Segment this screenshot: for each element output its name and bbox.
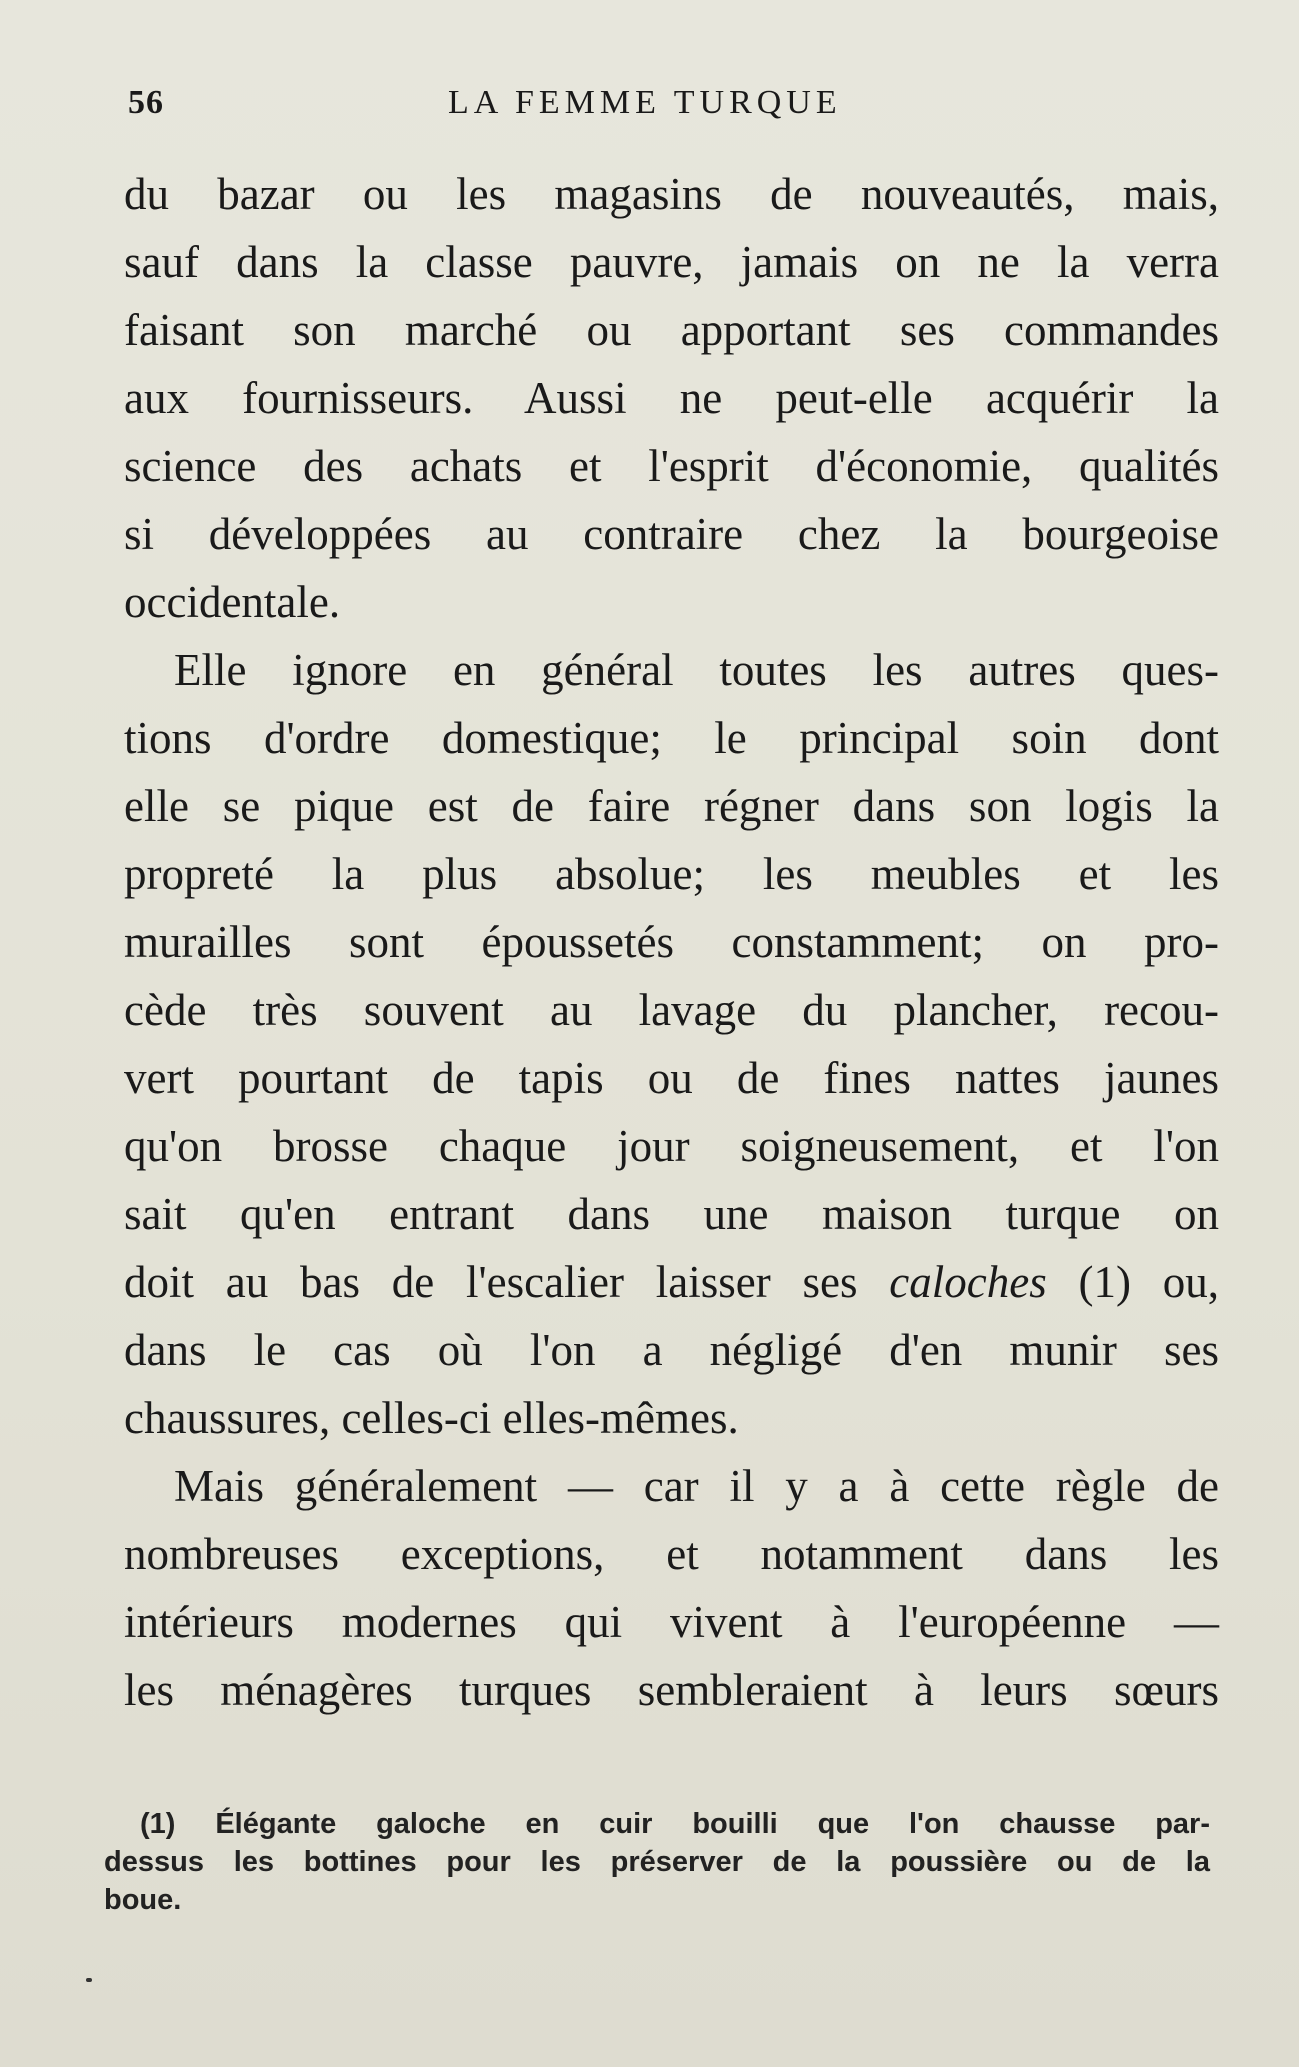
text-line: du bazar ou les magasins de nouveautés, mais,	[124, 169, 1219, 219]
footnote-line: (1) Élégante galoche en cuir bouilli que l'on chausse par-	[140, 1808, 1210, 1840]
footnote	[104, 1805, 1210, 1919]
text-line: intérieurs modernes qui vivent à l'européenne —	[124, 1597, 1219, 1647]
text-line: sauf dans la classe pauvre, jamais on ne la verra	[124, 237, 1219, 287]
text-line: nombreuses exceptions, et notamment dans les	[124, 1529, 1219, 1579]
text-line: murailles sont époussetés constamment; on pro-	[124, 917, 1219, 967]
text-line: faisant son marché ou apportant ses commandes	[124, 305, 1219, 355]
text-line: qu'on brosse chaque jour soigneusement, et l'on	[124, 1121, 1219, 1171]
paragraph-2	[124, 636, 1219, 1452]
footnote-reference: (1) ou,	[1046, 1257, 1219, 1307]
text-line: aux fournisseurs. Aussi ne peut-elle acquérir la	[124, 373, 1219, 423]
text-line: vert pourtant de tapis ou de fines nattes jaunes	[124, 1053, 1219, 1103]
body-text	[124, 160, 1219, 1724]
footnote-line: boue.	[104, 1884, 182, 1916]
page-number: 56	[128, 84, 164, 121]
text-line: si développées au contraire chez la bourgeoise	[124, 509, 1219, 559]
paragraph-3	[124, 1452, 1219, 1724]
text-line-with-footnote-ref	[124, 1248, 1219, 1316]
text-line: les ménagères turques sembleraient à leurs sœurs	[124, 1665, 1219, 1715]
text-line: occidentale.	[124, 577, 341, 627]
italic-term: caloches	[889, 1257, 1047, 1307]
footnote-line: dessus les bottines pour les préserver de la poussière ou de la	[104, 1846, 1210, 1878]
text-line: science des achats et l'esprit d'économie, qualités	[124, 441, 1219, 491]
text-line: propreté la plus absolue; les meubles et les	[124, 849, 1219, 899]
text-line: dans le cas où l'on a négligé d'en munir ses	[124, 1325, 1219, 1375]
paragraph-1	[124, 160, 1219, 636]
text-fragment: doit au bas de l'escalier laisser ses	[124, 1257, 890, 1307]
text-line: Mais généralement — car il y a à cette règle de	[174, 1461, 1219, 1511]
text-line: sait qu'en entrant dans une maison turque on	[124, 1189, 1219, 1239]
text-line: chaussures, celles-ci elles-mêmes.	[124, 1393, 739, 1443]
text-line: Elle ignore en général toutes les autres ques-	[174, 645, 1219, 695]
text-line: cède très souvent au lavage du plancher, recou-	[124, 985, 1219, 1035]
text-line: tions d'ordre domestique; le principal soin dont	[124, 713, 1219, 763]
ink-speck	[86, 1978, 92, 1982]
text-line: elle se pique est de faire régner dans son logis la	[124, 781, 1219, 831]
page-header	[128, 84, 1218, 134]
running-title: LA FEMME TURQUE	[448, 84, 842, 121]
